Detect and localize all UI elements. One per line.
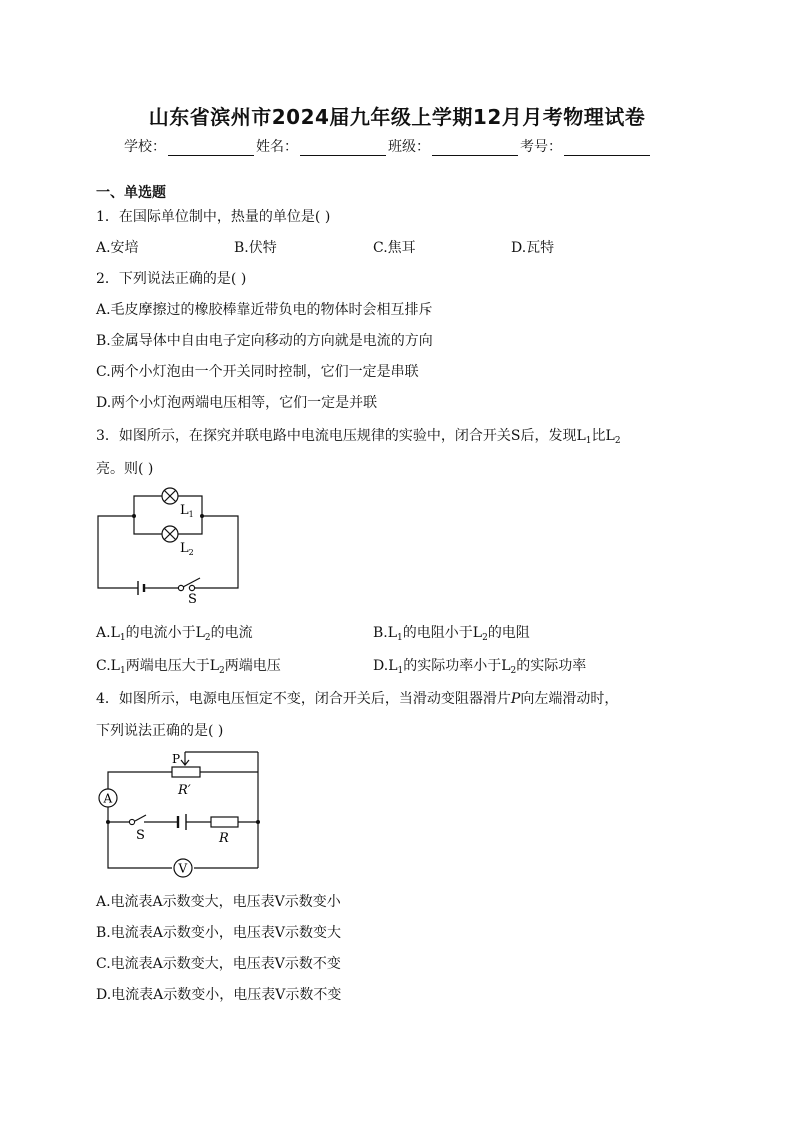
question-2-stem: 2．下列说法正确的是( ) [96,271,247,287]
label-p: P [172,752,181,766]
question-3-option-b[interactable]: $B.L_1$的电阻小于$L_2$的电阻 [373,625,530,643]
svg-text:V: V [178,861,188,876]
school-blank[interactable] [168,139,254,156]
question-2-option-c[interactable]: C.两个小灯泡由一个开关同时控制，它们一定是串联 [96,364,419,380]
question-4-option-a[interactable]: A.电流表A示数变大，电压表V示数变小 [96,894,341,910]
question-4-stem: 4．如图所示，电源电压恒定不变，闭合开关后，当滑动变阻器滑片P向左端滑动时， [96,691,619,707]
student-info-row [124,136,652,156]
question-4-option-b[interactable]: B.电流表A示数变小，电压表V示数变大 [96,925,341,941]
rheostat-circuit-diagram [94,744,266,882]
question-4-option-d[interactable]: D.电流表A示数变小，电压表V示数不变 [96,987,342,1003]
exam-number-blank[interactable] [564,139,650,156]
label-l2: $L_2$ [180,541,194,557]
question-1-stem: 1．在国际单位制中，热量的单位是( ) [96,209,331,225]
question-1-option-a[interactable]: A.安培 [96,240,139,256]
voltmeter [174,859,192,877]
question-1-option-b[interactable]: B.伏特 [234,240,277,256]
section-title: 一、单选题 [96,185,166,201]
question-2-option-b[interactable]: B.金属导体中自由电子定向移动的方向就是电流的方向 [96,333,433,349]
ammeter [99,789,117,807]
school-label: 学校： [124,139,166,155]
exam-number-label: 考号： [520,139,562,155]
question-2-option-d[interactable]: D.两个小灯泡两端电压相等，它们一定是并联 [96,395,378,411]
label-r-prime: R′ [178,783,191,798]
class-blank[interactable] [432,139,518,156]
question-3-option-a[interactable]: $A.L_1$的电流小于$L_2$的电流 [96,625,253,643]
name-label: 姓名： [256,139,298,155]
svg-text:A: A [103,791,113,806]
question-1-option-c[interactable]: C.焦耳 [373,240,416,256]
compare-word: 比 [591,428,606,444]
question-3-option-d[interactable]: $D.L_1$的实际功率小于$L_2$的实际功率 [373,658,587,676]
question-4-option-c[interactable]: C.电流表A示数变大，电压表V示数不变 [96,956,341,972]
rheostat-r-prime [172,767,200,777]
label-switch-s: S [136,828,145,843]
resistor-r [211,817,238,827]
question-3-option-c[interactable]: $C.L_1$两端电压大于$L_2$两端电压 [96,658,281,676]
parallel-circuit-diagram [92,484,248,608]
label-l1: $L_1$ [180,503,194,519]
page-title: 山东省滨州市2024届九年级上学期12月月考物理试卷 [148,105,646,129]
label-switch-s: S [188,592,197,607]
class-label: 班级： [388,139,430,155]
question-1-option-d[interactable]: D.瓦特 [511,240,555,256]
label-r: R [219,831,229,846]
symbol-l: L [576,428,586,444]
question-4-stem-cont: 下列说法正确的是( ) [96,723,224,739]
question-2-option-a[interactable]: A.毛皮摩擦过的橡胶棒靠近带负电的物体时会相互排斥 [96,302,433,318]
lamp-l1 [162,488,178,504]
question-3-stem-cont: 亮。则( ) [96,461,154,477]
question-3-stem: 3．如图所示，在探究并联电路中电流电压规律的实验中，闭合开关S后，发现$L_1$比$L_2$ [96,428,621,446]
lamp-l2 [162,526,178,542]
name-blank[interactable] [300,139,386,156]
